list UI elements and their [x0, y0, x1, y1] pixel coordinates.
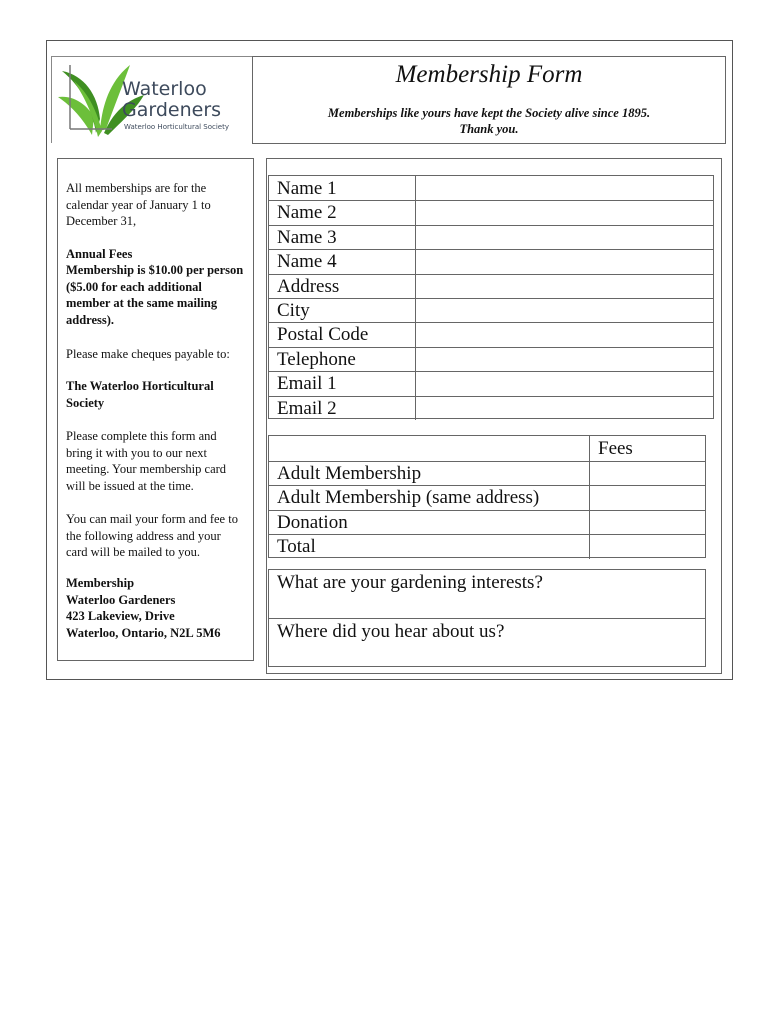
postal-code-input[interactable] — [415, 322, 713, 346]
form-row — [269, 298, 713, 323]
page-subtitle — [293, 105, 685, 137]
fees-row — [269, 461, 705, 487]
fees-row — [269, 510, 705, 536]
form-row — [269, 322, 713, 347]
field-label: City — [277, 300, 310, 321]
fee-label: Adult Membership — [277, 462, 422, 484]
cheques-text: Please make cheques payable to: — [66, 347, 230, 361]
bring-form-text: Please complete this form and bring it with you to our next meeting. Your membership card will be issued at the time. — [66, 429, 227, 493]
city-input[interactable] — [415, 298, 713, 322]
subtitle-line1: Memberships like yours have kept the Society alive since 1895. — [327, 106, 651, 120]
form-row — [269, 371, 713, 396]
logo-tagline: Waterloo Horticultural Society — [124, 123, 230, 131]
mail-form-text: You can mail your form and fee to the following address and your card will be mailed to you. — [66, 512, 238, 559]
name-4-input[interactable] — [415, 249, 713, 273]
name-2-input[interactable] — [415, 200, 713, 224]
name-3-input[interactable] — [415, 225, 713, 249]
form-row — [269, 249, 713, 274]
fee-label: Adult Membership (same address) — [277, 487, 540, 509]
address-line: Waterloo Gardeners — [66, 592, 176, 607]
field-label: Name 3 — [277, 226, 337, 248]
field-label: Email 2 — [277, 397, 337, 419]
logo-name-line2: Gardeners — [122, 99, 222, 121]
adult-same-address-fee-input[interactable] — [589, 485, 705, 510]
form-row — [269, 225, 713, 250]
logo-name-line1: Waterloo — [122, 78, 207, 100]
fees-table — [268, 435, 706, 558]
member-details-table — [268, 175, 714, 419]
fees-header-cell — [589, 436, 705, 461]
field-label: Name 4 — [277, 251, 337, 273]
adult-membership-fee-input[interactable] — [589, 461, 705, 486]
logo-area — [51, 56, 253, 143]
fee-label: Donation — [277, 511, 348, 533]
field-label: Address — [277, 275, 340, 297]
field-label: Postal Code — [277, 324, 369, 346]
fees-header-row — [269, 436, 705, 462]
form-row — [269, 176, 713, 201]
referral-question: Where did you hear about us? — [277, 621, 505, 642]
email-1-input[interactable] — [415, 371, 713, 395]
subtitle-line2: Thank you. — [459, 122, 519, 136]
name-1-input[interactable] — [415, 176, 713, 200]
form-row — [269, 274, 713, 299]
address-input[interactable] — [415, 274, 713, 298]
form-row — [269, 396, 713, 420]
field-label: Name 1 — [277, 178, 337, 199]
email-2-input[interactable] — [415, 396, 713, 420]
info-panel — [57, 158, 254, 661]
telephone-input[interactable] — [415, 347, 713, 371]
cheques-payee: The Waterloo Horticultural Society — [66, 379, 214, 410]
page-title: Membership Form — [395, 61, 583, 88]
questions-box — [268, 569, 706, 667]
field-label: Telephone — [277, 348, 356, 370]
fees-column-header: Fees — [598, 438, 633, 459]
field-label: Email 1 — [277, 373, 337, 395]
donation-fee-input[interactable] — [589, 510, 705, 535]
mailing-address — [66, 575, 245, 641]
fee-label: Total — [277, 536, 316, 558]
address-line: Membership — [66, 576, 135, 590]
address-line: Waterloo, Ontario, N2L 5M6 — [66, 625, 221, 640]
total-fee-input[interactable] — [589, 534, 705, 559]
address-line: 423 Lakeview, Drive — [66, 609, 175, 623]
title-box — [252, 56, 726, 144]
fees-text: Membership is $10.00 per person ($5.00 for each additional member at the same mailing address). — [66, 263, 244, 327]
form-row — [269, 347, 713, 372]
fees-row — [269, 485, 705, 511]
membership-period-text: All memberships are for the calendar year of January 1 to December 31, — [66, 181, 211, 228]
fees-row — [269, 534, 705, 559]
gardening-interests-question: What are your gardening interests? — [277, 572, 543, 593]
form-row — [269, 200, 713, 225]
field-label: Name 2 — [277, 202, 337, 224]
fees-heading: Annual Fees — [66, 247, 133, 261]
